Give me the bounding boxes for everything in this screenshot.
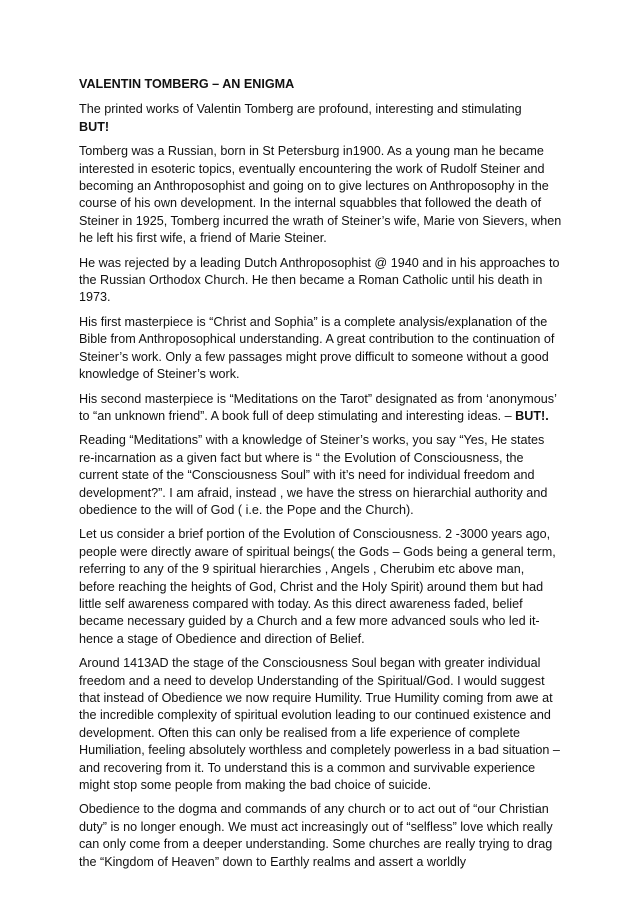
paragraph-second-masterpiece (79, 391, 562, 426)
paragraph-rejection: He was rejected by a leading Dutch Anthroposophist @ 1940 and in his approaches to the Russian Orthodox Church. He then became a Roman Catholic until his death in 1973. (79, 255, 560, 305)
intro-paragraph (79, 101, 562, 136)
paragraph-reading-meditations: Reading “Meditations” with a knowledge of Steiner’s works, you say “Yes, He states re-incarnation as a given fact but where is “ the Evolution of Consciousness, the current state of the “Consciousness Soul” with it’s need for individual freedom and development?”. I am afraid, instead , we have the stress on hierarchial authority and obedience to the will of God ( i.e. the Pope and the Church). (79, 433, 548, 517)
second-masterpiece-text: His second masterpiece is “Meditations on the Tarot” designated as from ‘anonymous’ to “an unknown friend”. A book full of deep stimulating and interesting ideas. – (79, 391, 557, 423)
second-masterpiece-emphasis: BUT!. (515, 408, 549, 423)
document-title: VALENTIN TOMBERG – AN ENIGMA (79, 77, 295, 91)
intro-text: The printed works of Valentin Tomberg are profound, interesting and stimulating (79, 102, 522, 117)
paragraph-early-life: Tomberg was a Russian, born in St Petersburg in1900. As a young man he became interested in esoteric topics, eventually encountering the work of Rudolf Steiner and becoming an Anthroposophist and going on to give lectures on Anthroposophy in the course of his own development. In the internal squabbles that followed the death of Steiner in 1925, Tomberg incurred the wrath of Steiner’s wife, Marie von Sievers, when he left his first wife, a friend of Marie Steiner. (79, 144, 562, 246)
paragraph-evolution-of-consciousness: Let us consider a brief portion of the Evolution of Consciousness. 2 -3000 years ago, people were directly aware of spiritual beings( the Gods – Gods being a general term, referring to any of the 9 spiritual hierarchies , Angels , Cherubim etc above man, before reaching the heights of God, Christ and the Holy Spirit) around them but had little self awareness compared with today. As this direct awareness faded, belief became necessary guided by a Church and a few more advanced souls who led it-hence a stage of Obedience and direction of Belief. (79, 527, 556, 646)
intro-emphasis: BUT! (79, 119, 110, 134)
paragraph-obedience: Obedience to the dogma and commands of any church or to act out of “our Christian duty” is no longer enough. We must act increasingly out of “selfless” love which really can only come from a deeper understanding. Some churches are really trying to drag the “Kingdom of Heaven” down to Earthly realms and assert a worldly (79, 802, 553, 869)
paragraph-consciousness-soul: Around 1413AD the stage of the Consciousness Soul began with greater individual freedom and a need to develop Understanding of the Spiritual/God. I would suggest that instead of Obedience we now require Humility. True Humility coming from awe at the incredible complexity of spiritual evolution leading to our continued existence and development. Often this can only be realised from a life experience of complete Humiliation, feeling absolutely worthless and completely powerless in a bad situation – and recovering from it. To understand this is a common and survivable experience might stop some people from making the bad choice of suicide. (79, 656, 560, 793)
paragraph-first-masterpiece: His first masterpiece is “Christ and Sophia” is a complete analysis/explanation of the Bible from Anthroposophical understanding. A great contribution to the continuation of Steiner’s work. Only a few passages might prove difficult to someone without a good knowledge of Steiner’s work. (79, 314, 555, 382)
document-body (79, 76, 562, 878)
